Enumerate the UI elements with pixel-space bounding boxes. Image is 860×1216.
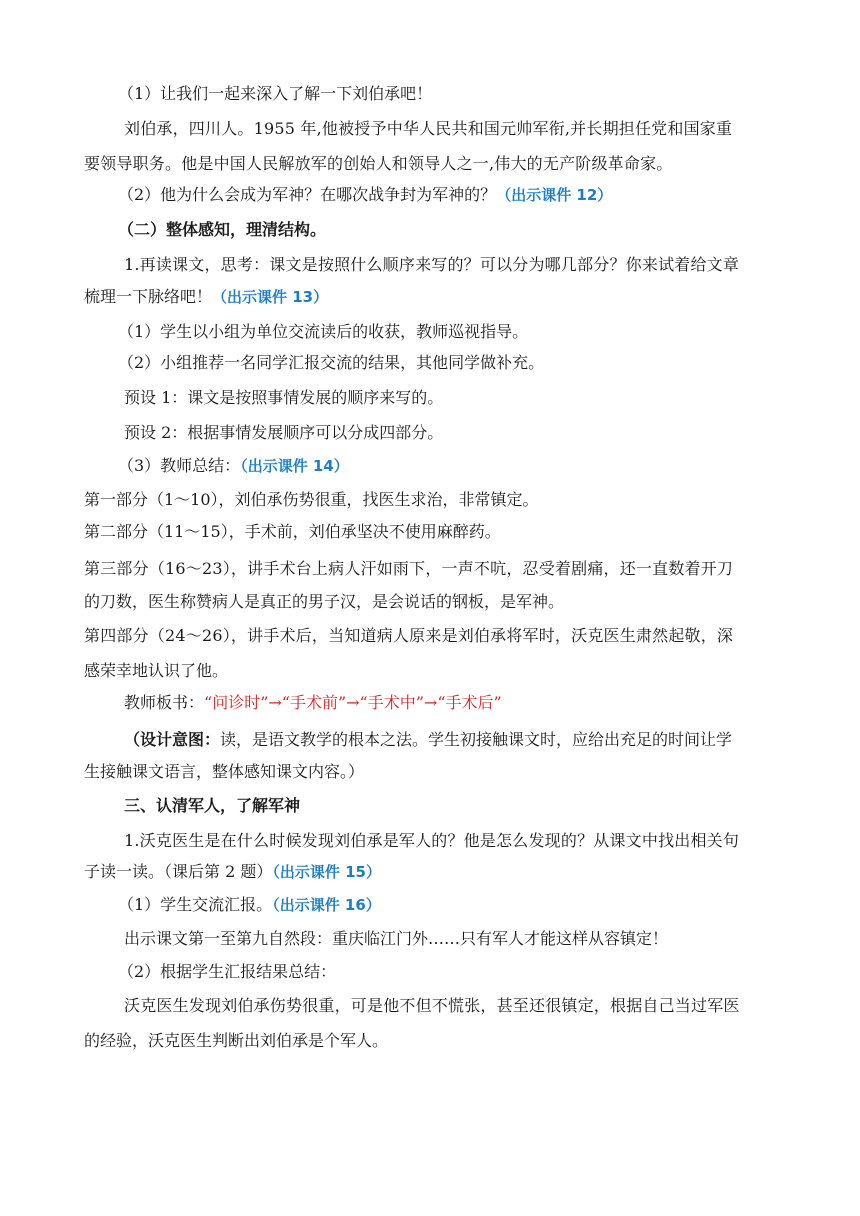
part-2: 第二部分（11～15），手术前，刘伯承坚决不使用麻醉药。	[84, 522, 501, 541]
paragraph-student-report	[118, 894, 381, 916]
paragraph-show-text: 出示课文第一至第九自然段：重庆临江门外……只有军人才能这样从容镇定！	[124, 929, 669, 948]
design-intent-line2: 生接触课文语言，整体感知课文内容。）	[84, 762, 365, 781]
part-3-line1: 第三部分（16～23），讲手术台上病人汗如雨下，一声不吭，忍受着剧痛，还一直数着开刀	[84, 559, 734, 578]
student-report-text: （1）学生交流汇报。	[118, 895, 273, 914]
paragraph-bio-line2: 要领导职务。他是中国人民解放军的创始人和领导人之一,伟大的无产阶级革命家。	[84, 154, 673, 173]
part-4-line2: 感荣幸地认识了他。	[84, 661, 229, 680]
courseware-ref-15: （出示课件 15）	[272, 863, 381, 881]
paragraph-teacher-summary	[118, 455, 349, 477]
paragraph-question	[118, 184, 612, 206]
paragraph-bio-line1: 刘伯承，四川人。1955 年,他被授予中华人民共和国元帅军衔,并长期担任党和国家重	[124, 119, 733, 138]
section-heading-soldier: 三、认清军人，了解军神	[124, 796, 301, 815]
question-text: （2）他为什么会成为军神？在哪次战争封为军神的？	[118, 185, 497, 204]
design-label: （设计意图：	[124, 730, 221, 749]
paragraph-reread-line2	[84, 286, 328, 308]
part-4-line1: 第四部分（24～26），讲手术后，当知道病人原来是刘伯承将军时，沃克医生肃然起敬，深	[84, 626, 734, 645]
paragraph-group-exchange: （1）学生以小组为单位交流读后的收获，教师巡视指导。	[118, 322, 529, 341]
paragraph-intro: （1）让我们一起来深入了解一下刘伯承吧！	[118, 84, 433, 103]
board-label: 教师板书：	[124, 693, 205, 712]
courseware-ref-13: （出示课件 13）	[212, 288, 329, 306]
reread-text: 梳理一下脉络吧！	[84, 287, 213, 306]
paragraph-conclusion-line2: 的经验，沃克医生判断出刘伯承是个军人。	[84, 1031, 389, 1050]
paragraph-doctor-line2	[84, 861, 381, 883]
courseware-ref-16: （出示课件 16）	[272, 896, 381, 914]
paragraph-preset-2: 预设 2：根据事情发展顺序可以分成四部分。	[124, 423, 444, 442]
courseware-ref-12: （出示课件 12）	[496, 186, 613, 204]
paragraph-preset-1: 预设 1：课文是按照事情发展的顺序来写的。	[124, 388, 444, 407]
board-sequence: “问诊时”→“手术前”→“手术中”→“手术后”	[204, 693, 502, 712]
design-text-a: 读，是语文教学的根本之法。学生初接触课文时，应给出充足的时间让学	[220, 730, 733, 749]
part-1: 第一部分（1～10），刘伯承伤势很重，找医生求治，非常镇定。	[84, 490, 539, 509]
design-intent-line1	[124, 729, 732, 751]
paragraph-conclusion-line1: 沃克医生发现刘伯承伤势很重，可是他不但不慌张，甚至还很镇定，根据自己当过军医	[124, 996, 740, 1015]
paragraph-group-report: （2）小组推荐一名同学汇报交流的结果，其他同学做补充。	[118, 353, 545, 372]
courseware-ref-14: （出示课件 14）	[240, 457, 349, 475]
summary-text: （3）教师总结：	[118, 456, 241, 475]
paragraph-doctor-line1: 1.沃克医生是在什么时候发现刘伯承是军人的？他是怎么发现的？从课文中找出相关句	[124, 831, 740, 850]
paragraph-summary-result: （2）根据学生汇报结果总结：	[118, 962, 337, 981]
teacher-board	[124, 692, 502, 714]
doctor-text: 子读一读。（课后第 2 题）	[84, 862, 273, 881]
section-heading-overview: （二）整体感知，理清结构。	[118, 220, 327, 239]
part-3-line2: 的刀数，医生称赞病人是真正的男子汉，是会说话的钢板，是军神。	[84, 592, 565, 611]
paragraph-reread-line1: 1.再读课文，思考：课文是按照什么顺序来写的？可以分为哪几部分？你来试着给文章	[124, 255, 740, 274]
